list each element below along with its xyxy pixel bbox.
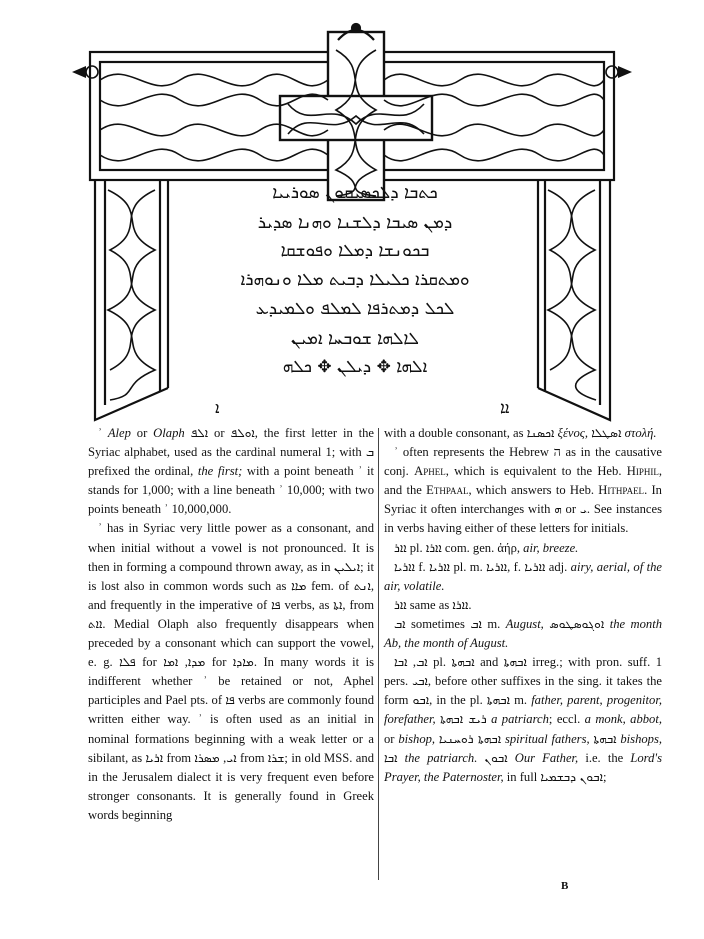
- syriac-line-6: ܠܐܠܗܐ ܫܘܒܚܐ ܐܡܝܢ: [291, 329, 419, 349]
- syriac-line-7: ܐܠܗܐ ✥ ܕܝܠܢ ✥ ܟܠܗ: [282, 357, 428, 377]
- entry-alep: ʾ Alep or Olaph ܐܠܦ or ܐܘܠܦ, the first letter in the Syriac alphabet, used as the cardinal numeral 1; with ܒ prefixed the ordinal, the first; with a point beneath ʾ it stands for 1,000; with a line beneath ʾ 10,000; with two points beneath ʾ 10,000,000.: [88, 426, 375, 517]
- entry-olaph-usage: ʾ has in Syriac very little power as a consonant, and when initial without a vowel is not pronounced. It is then in forming a compound thrown away, as in ܐܝܠܝܢ; it is lost also in common words such as ܡܐܐ fem. of ܐܢܬ, and frequently in the imperative of ܦܐ verbs, as ܐܬܐ, from ܐܐܬ. Medial Olaph also frequently disappears when preceded by a consonant which can support the vowel, e. g. ܦܠܐ for ܡܕܐ, ܐܡܐ for ܡܐܕܐ. In many words it is indifferent whether ʾ be retained or not, Aphel participles and Pael pts. of ܦܐ verbs are commonly found written either way. ʾ is often used as an initial in nominal formations beginning with a weak letter or a sibilant, as ܐܪܝܐ from ܐܝ, ܡܣܪܐ from ܫܪܐ; in old MSS. and in the Jerusalem dialect it is very frequent even before stronger consonants. It is generally found in Greek words beginning: [88, 521, 375, 822]
- column-divider: [378, 428, 379, 880]
- entry-same-as: ܐܐܪ same as ܐܐܪܐ.: [394, 597, 472, 612]
- syriac-line-3: ܒܟܘܢܫܐ ܕܡܠܐ ܘܦܘܫܩܐ: [280, 241, 430, 261]
- syriac-line-5: ܠܟܠ ܕܡܬܪܦܐ ܠܡܠܦ ܘܠܡܝܕܥ: [255, 299, 455, 319]
- right-column: [384, 424, 662, 787]
- footer-mark-right: ܐܐ: [500, 398, 510, 417]
- entry-aerial: ܐܐܪܝܐ f. ܐܐܪܝܐ pl. m. ܐܐܪܝܐ, f. ܐܐܪܝܐ adj. airy, aerial, of the air, volatile.: [384, 559, 662, 593]
- syriac-line-1: ܟܬܒܐ ܕܠܟܣܝܩܘܢ ܣܘܪܝܝܐ: [272, 183, 438, 203]
- entry-continuation: with a double consonant, as ܐܟܣܢܐ ξένος, ܐܣܛܠܐ στολή.: [384, 426, 657, 440]
- entry-aer: ܐܐܪ pl. ܐܐܪܐ com. gen. ἀήρ, air, breeze.: [394, 540, 579, 555]
- page-signature: B: [561, 880, 569, 892]
- entry-father: ܐܒ, ܐܒܐ pl. ܐܒܗܬܐ and ܐܒܗܬܐ irreg.; with pron. suff. 1 pers. ܐܒܝ, before other suffixes in the sing. it takes the form ܐܒܘ, in the pl. ܐܒܗܬܐ m. father, parent, progenitor, forefather, ܪܝܫ ܐܒܗܬܐ a patriarch; eccl. a monk, abbot, or bishop, ܐܒܗܬܐ ܪܘܚܢܝܐ spiritual fathers, ܐܒܗܬܐ bishops, ܐܒܐ the patriarch. ܐܒܘܢ Our Father, i.e. the Lord's Prayer, the Paternoster, in full ܐܒܘܢ ܕܒܫܡܝܐ;: [384, 655, 663, 784]
- syriac-line-2: ܕܡܢ ܣܝܒܐ ܕܠܫܢܐ ܘܗܢܐ ܣܕܝܪ: [257, 213, 453, 233]
- left-column: [88, 424, 374, 825]
- entry-ab-month: ܐܒ sometimes ܐܒ m. August, ܐܘܓܘܣܛܘܣ the month Ab, the month of August.: [384, 616, 662, 651]
- syriac-line-4: ܘܡܬܩܪܐ ܟܠܝܠܐ ܕܒܝܬ ܡܠܐ ܘܢܘܗܪܐ: [240, 270, 470, 290]
- entry-hebrew-he: ʾ often represents the Hebrew ה as in the causative conj. Aphel, which is equivalent to the Heb. Hiphil, and the Ethpaal, which answers to Heb. Hithpael. In Syriac it often interchanges with ܗ or ܝ. See instances in verbs having either of these letters for initials.: [384, 445, 662, 536]
- footer-mark-left: ܐ: [215, 398, 220, 417]
